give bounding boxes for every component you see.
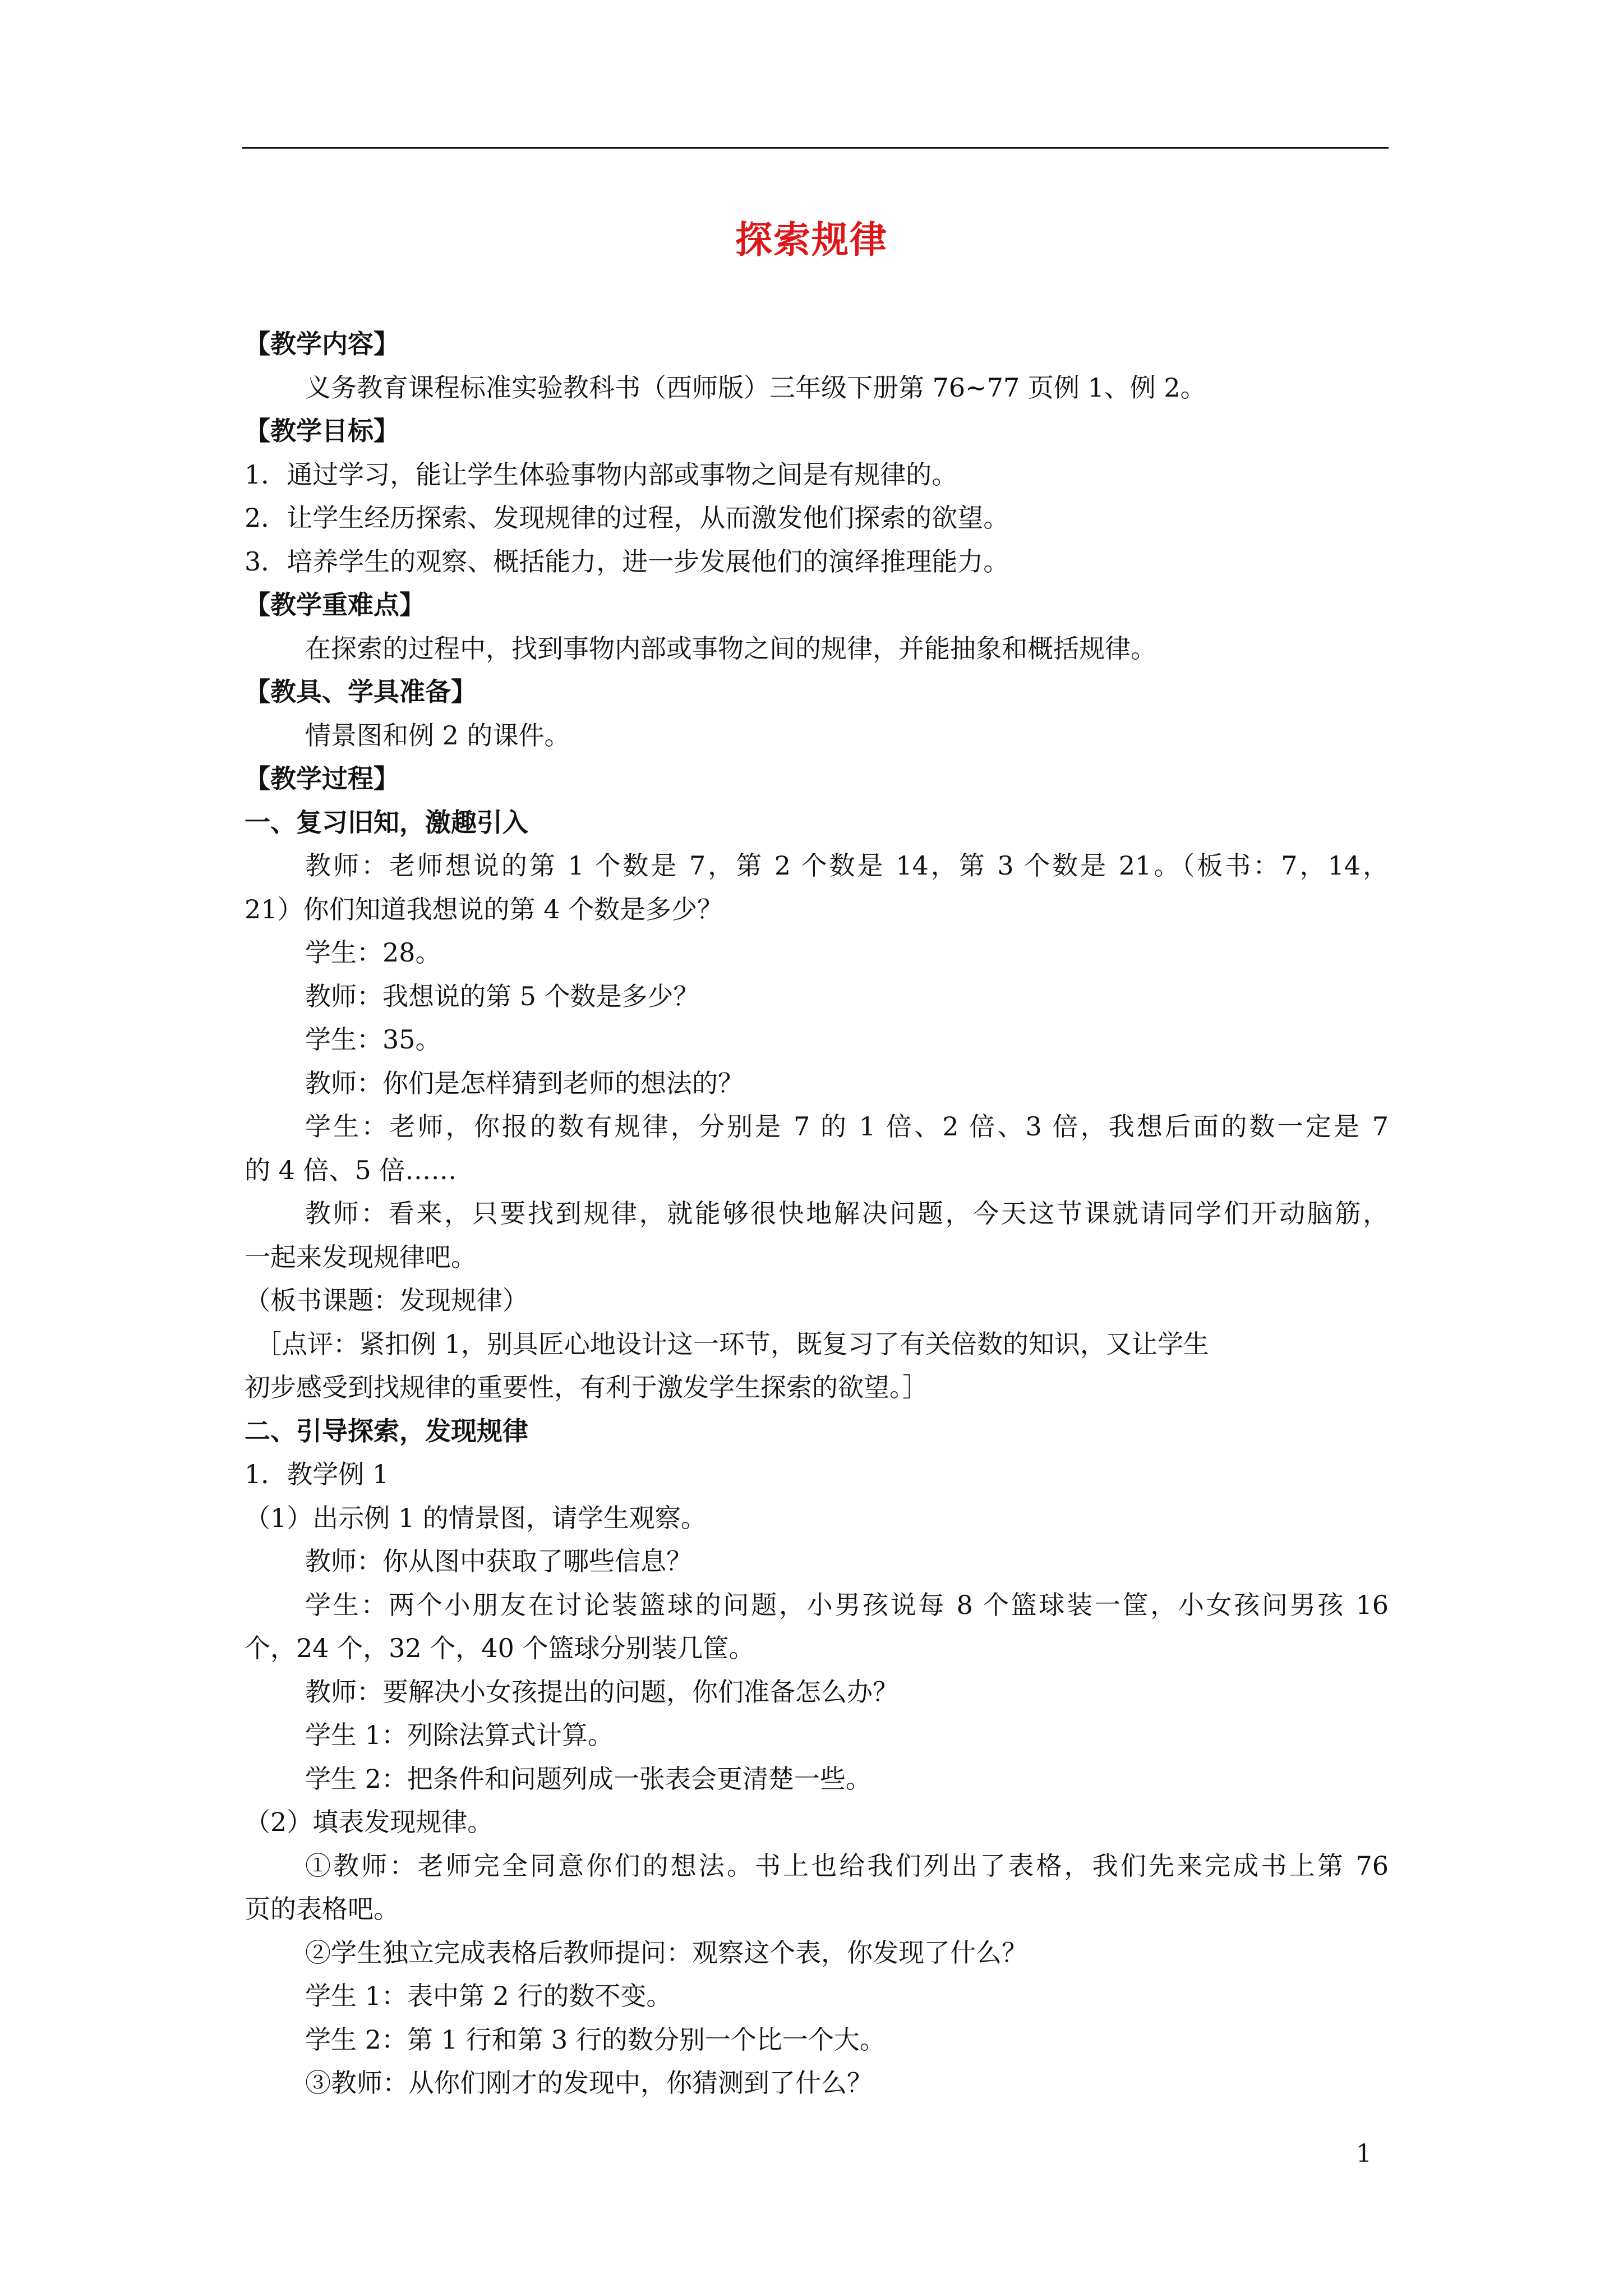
paragraph-line: 1．教学例 1 [245, 1459, 389, 1489]
paragraph-line: 教师：老师想说的第 1 个数是 7，第 2 个数是 14，第 3 个数是 21。（板书：7，14， [305, 850, 1389, 881]
comment-line: 初步感受到找规律的重要性，有利于激发学生探索的欲望。］ [245, 1372, 928, 1402]
paragraph-line: 教师：要解决小女孩提出的问题，你们准备怎么办？ [305, 1676, 898, 1707]
paragraph-line: 一起来发现规律吧。 [245, 1241, 477, 1272]
paragraph-line: （板书课题：发现规律） [245, 1285, 528, 1315]
key-points-text: 在探索的过程中，找到事物内部或事物之间的规律，并能抽象和概括规律。 [305, 633, 1156, 664]
content-text: 义务教育课程标准实验教科书（西师版）三年级下册第 76~77 页例 1、例 2。 [305, 372, 1206, 403]
paragraph-line: ①教师：老师完全同意你们的想法。书上也给我们列出了表格，我们先来完成书上第 76 [305, 1850, 1389, 1881]
paragraph-line: ③教师：从你们刚才的发现中，你猜测到了什么？ [305, 2068, 873, 2098]
page-number: 1 [1356, 2139, 1372, 2168]
paragraph-line: （1）出示例 1 的情景图，请学生观察。 [245, 1502, 707, 1533]
paragraph-line: 学生 1：列除法算式计算。 [305, 1720, 614, 1750]
paragraph-line: 个，24 个，32 个，40 个篮球分别装几筐。 [245, 1633, 755, 1663]
part-heading: 一、复习旧知，激趣引入 [245, 807, 528, 838]
paragraph-line: （2）填表发现规律。 [245, 1807, 494, 1837]
paragraph-line: 教师：看来，只要找到规律，就能够很快地解决问题，今天这节课就请同学们开动脑筋， [305, 1198, 1389, 1228]
header-rule [242, 147, 1389, 149]
goal-item: 3．培养学生的观察、概括能力，进一步发展他们的演绎推理能力。 [245, 546, 1009, 577]
document-title: 探索规律 [735, 218, 888, 261]
document-body [245, 323, 1389, 2105]
paragraph-line: 学生 2：第 1 行和第 3 行的数分别一个比一个大。 [305, 2024, 886, 2055]
comment-line: ［点评：紧扣例 1，别具匠心地设计这一环节，既复习了有关倍数的知识，又让学生 [256, 1328, 1209, 1359]
paragraph-line: 学生 2：把条件和问题列成一张表会更清楚一些。 [305, 1763, 872, 1794]
paragraph-line: 教师：你从图中获取了哪些信息？ [305, 1546, 692, 1576]
section-heading-tools: 【教具、学具准备】 [245, 677, 477, 707]
part-heading: 二、引导探索，发现规律 [245, 1415, 528, 1446]
paragraph-line: 21）你们知道我想说的第 4 个数是多少？ [245, 894, 723, 924]
paragraph-line: 教师：你们是怎样猜到老师的想法的？ [305, 1068, 744, 1098]
section-heading-process: 【教学过程】 [245, 763, 399, 794]
paragraph-line: 学生：两个小朋友在讨论装篮球的问题，小男孩说每 8 个篮球装一筐，小女孩问男孩 16 [305, 1589, 1389, 1620]
paragraph-line: 学生 1：表中第 2 行的数不变。 [305, 1981, 672, 2011]
paragraph-line: 页的表格吧。 [245, 1894, 399, 1924]
tools-text: 情景图和例 2 的课件。 [305, 720, 570, 751]
section-heading-content: 【教学内容】 [245, 329, 399, 359]
goal-item: 2．让学生经历探索、发现规律的过程，从而激发他们探索的欲望。 [245, 503, 1009, 533]
goal-item: 1．通过学习，能让学生体验事物内部或事物之间是有规律的。 [245, 459, 958, 490]
section-heading-goals: 【教学目标】 [245, 416, 399, 446]
paragraph-line: 学生：老师，你报的数有规律，分别是 7 的 1 倍、2 倍、3 倍，我想后面的数一定是 7 [305, 1111, 1389, 1142]
paragraph-line: 教师：我想说的第 5 个数是多少？ [305, 981, 699, 1011]
paragraph-line: 学生：28。 [305, 937, 441, 968]
section-heading-key-points: 【教学重难点】 [245, 590, 425, 620]
paragraph-line: 的 4 倍、5 倍…… [245, 1154, 457, 1185]
paragraph-line: 学生：35。 [305, 1024, 441, 1055]
paragraph-line: ②学生独立完成表格后教师提问：观察这个表，你发现了什么？ [305, 1937, 1027, 1968]
